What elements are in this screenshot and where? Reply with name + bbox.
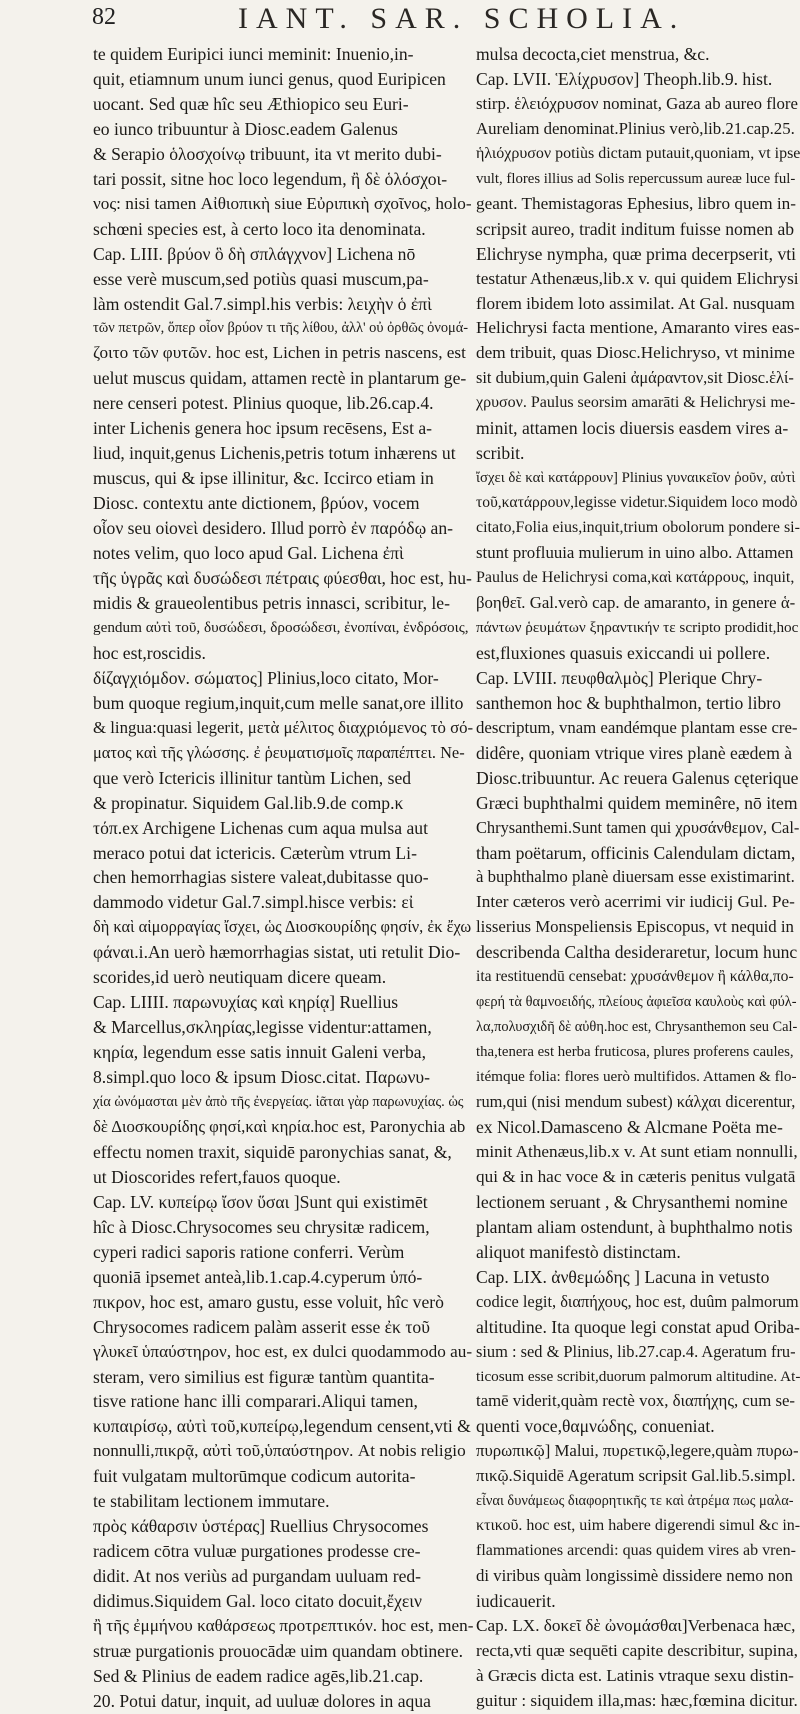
text-line: uelut muscus quidam, attamen rectè in plantarum ge- (93, 368, 467, 389)
right-column (476, 42, 800, 1714)
text-line: Cap. LX. δοκεῖ δὲ ὠνομάσθαι]Verbenaca hæc, (476, 1616, 796, 1636)
text-line: didêre, quoniam vtrique vires planè eædem à (476, 742, 793, 763)
text-line: lectionem seruant , & Chrysanthemi nomine (476, 1191, 788, 1212)
text-line: vult, flores illius ad Solis repercussum aureæ luce ful- (476, 170, 796, 187)
text-line: φάναι.i.An uerò hæmorrhagias sistat, uti retulit Dio- (93, 942, 461, 963)
text-line: tisve ratione hanc illi comparari.Aliqui tamen, (93, 1391, 418, 1412)
text-line: dammodo videtur Gal.7.simpl.hisce verbis: εἰ (93, 892, 414, 913)
text-line: gendum αὐτὶ τοῦ, δυσώδεσι, δροσώδεσι, ἐνοπίναι, ἐνδρόσοις, (93, 618, 469, 636)
text-line: Aureliam denominat.Plinius verò,lib.21.cap.25. (476, 118, 795, 138)
text-line: quenti voce,θαμνώδης, conueniat. (476, 1416, 715, 1437)
text-line: inter Lichenis genera hoc ipsum recēsens, Est a- (93, 418, 433, 439)
text-line: tamē viderit,quàm rectè vox, διαπήχης, cum se- (476, 1391, 796, 1411)
text-line: scripsit aureo, tradit inditum fuisse nomen ab (476, 218, 795, 239)
text-line: οἷον seu οἱονεὶ desidero. Illud porrò ἐν παρόδῳ an- (93, 518, 454, 539)
text-line: qui & in hac voce & in cæteris penitus vulgatā (476, 1166, 796, 1186)
text-line: ματος καὶ τῆς γλώσσης. ἐ ῥευματισμοῖς παραπέπτει. Ne- (93, 742, 465, 762)
text-line: & Serapio ὁλοσχοίνῳ tribuunt, ita vt merito dubi- (93, 143, 442, 164)
text-line: εἶναι δυνάμεως διαφορητικῆς τε καὶ ἀτρέμα πως μαλα- (476, 1493, 794, 1510)
text-line: Sed & Plinius de eadem radice agēs,lib.21.cap. (93, 1665, 424, 1686)
text-line: Cap. LIIII. παρωνυχίας καὶ κηρίᾳ] Ruellius (93, 992, 399, 1013)
text-line: notes velim, quo loco apud Gal. Lichena ἐπὶ (93, 543, 404, 564)
text-line: δὴ καὶ αἱμορραγίας ἴσχει, ὡς Διοσκουρίδης φησίν, ἐκ ἔχω (93, 917, 472, 937)
text-line: Diosc.tribuuntur. Ac reuera Galenus cęterique (476, 767, 799, 788)
left-column (93, 42, 473, 1714)
text-line: Diosc. contextu ante dictionem, βρύον, vocem (93, 493, 420, 514)
text-line: rum,qui (nisi mendum subest) κάλχαι dicerentur, (476, 1092, 796, 1112)
text-line: guitur : siquidem illa,mas: hæc,fœmina dicitur. (476, 1690, 798, 1710)
text-line: ἢ τῆς ἐμμήνου καθάρσεως προτρεπτικόν. hoc est, men- (93, 1616, 473, 1636)
text-line: ἴσχει δὲ καὶ κατάρρουν] Plinius γυναικεῖον ῥοῦν, αὐτὶ (476, 470, 796, 487)
text-line: & lingua:quasi legerit, μετὰ μέλιτος διαχριόμενος τὸ σό- (93, 717, 473, 737)
page-header (0, 0, 800, 44)
text-line: hoc est,roscidis. (93, 642, 206, 663)
text-line: didit. At nos veriùs ad purgandam uuluam red- (93, 1566, 422, 1587)
text-line: ἡλιόχρυσον potiùs dictam putauit,quoniam, vt ipse (476, 144, 800, 162)
text-line: Chrysocomes radicem palàm asserit esse ἐκ τοῦ (93, 1316, 430, 1337)
text-line: plantam aliam ostendunt, à buphthalmo notis (476, 1216, 793, 1237)
text-line: scribit. (476, 443, 525, 464)
text-line: steram, vero similius est figuræ tantùm quantita- (93, 1366, 435, 1387)
text-line: πυρωπικῷ] Malui, πυρετικῷ,legere,quàm πυρω- (476, 1441, 799, 1461)
text-line: Paulus de Helichrysi coma,καὶ κατάρρους, inquit, (476, 569, 795, 587)
text-line: tari possit, sitne hoc loco legendum, ἢ δὲ ὁλόσχοι- (93, 168, 448, 189)
text-line: didimus.Siquidem Gal. loco citato docuit,ἔχειν (93, 1591, 422, 1612)
text-line: βοηθεῖ. Gal.verò cap. de amaranto, in genere ἁ- (476, 592, 796, 612)
text-line: itémque folia: flores uerò multifidos. Attamen & flo- (476, 1068, 797, 1086)
text-line: mulsa decocta,ciet menstrua, &c. (476, 44, 710, 64)
text-line: dem tribuit, quas Diosc.Helichryso, vt minime (476, 343, 795, 363)
text-line: altitudine. Ita quoque legi constat apud Oriba- (476, 1316, 800, 1337)
text-line: liud, inquit,genus Lichenis,petris totum inhærens ut (93, 443, 456, 464)
text-line: γλυκεῖ ὑπαύστηρον, hoc est, ex dulci quodammodo au- (93, 1341, 473, 1361)
text-line: à buphthalmo planè diuersam esse existimarint. (476, 867, 795, 887)
text-line: que verò Ictericis illinitur tantùm Lichen, sed (93, 767, 412, 788)
text-line: fuit vulgatam multorūmque codicum autorita- (93, 1466, 416, 1487)
text-line: λα,πολυσχιδῆ δὲ αὐθη.hoc est, Chrysanthemon seu Cal- (476, 1019, 798, 1036)
text-line: ζοιτο τῶν φυτῶν. hoc est, Lichen in petris nascens, est (93, 343, 466, 363)
text-line: codice legit, διαπήχους, hoc est, duûm palmorum (476, 1291, 799, 1311)
text-line: ut Dioscorides refert,fauos quoque. (93, 1166, 341, 1187)
text-line: hîc à Diosc.Chrysocomes seu chrysitæ radicem, (93, 1216, 430, 1237)
text-line: κυπαιρίσῳ, αὐτὶ τοῦ,κυπείρῳ,legendum censent,vti & (93, 1416, 471, 1437)
text-line: à Græcis dicta est. Latinis vtraque sexu distin- (476, 1665, 794, 1685)
text-line: τόπ.ex Archigene Lichenas cum aqua mulsa aut (93, 817, 428, 838)
text-line: & propinatur. Siquidem Gal.lib.9.de comp.κ (93, 792, 404, 813)
text-line: πρὸς κάθαρσιν ὑστέρας] Ruellius Chrysocomes (93, 1516, 429, 1537)
text-line: δὲ Διοσκουρίδης φησί,καὶ κηρία.hoc est, Paronychia ab (93, 1116, 466, 1136)
text-line: Cap. LVIII. πευφθαλμὸς] Plerique Chry- (476, 667, 763, 688)
text-line: 20. Potui datur, inquit, ad uuluæ dolores in aqua (93, 1690, 431, 1711)
text-line: νος: nisi tamen Αἰθιοπικὴ siue Εὐριπικὴ σχοῖνος, holo- (93, 193, 472, 213)
text-line: 8.simpl.quo loco & ipsum Diosc.citat. Παρωνυ- (93, 1067, 431, 1088)
text-line: χρυσον. Paulus seorsim amarāti & Helichrysi me- (476, 394, 796, 412)
text-line: πικρον, hoc est, amaro gustu, esse voluit, hîc verò (93, 1291, 444, 1312)
text-line: testatur Athenæus,lib.x v. qui quidem Elichrysi (476, 268, 799, 288)
text-line: bum quoque regium,inquit,cum melle sanat,ore illito (93, 692, 464, 713)
text-line: iudicauerit. (476, 1591, 556, 1612)
text-line: te quidem Euripici iunci meminit: Inuenio,in- (93, 44, 414, 64)
text-line: florem ibidem loto assimilat. At Gal. nusquam (476, 293, 795, 313)
text-line: χία ὠνόμασται μὲν ἀπὸ τῆς ἐνεργείας. ἰᾶται γὰρ παρωνυχίας. ὡς (93, 1094, 464, 1111)
text-line: describenda Caltha desideraretur, locum hunc (476, 942, 798, 963)
text-line: Chrysanthemi.Sunt tamen qui χρυσάνθεμον, Cal- (476, 817, 800, 837)
text-line: Cap. LV. κυπείρῳ ἴσον ὕσαι ]Sunt qui existimēt (93, 1191, 428, 1212)
text-line: κηρία, legendum esse satis innuit Galeni verba, (93, 1042, 426, 1063)
text-line: τῆς ὑγρᾶς καὶ δυσώδεσι πέτραις φύεσθαι, hoc est, hu- (93, 568, 472, 589)
text-line: stirp. ἑλειόχρυσον nominat, Gaza ab aureo flore (476, 93, 798, 113)
page-number: 82 (92, 4, 116, 30)
text-line: effectu nomen traxit, siquidē paronychias sanat, &, (93, 1141, 452, 1162)
text-line: πάντων ῥευμάτων ξηραντικήν τε scripto prodidit,hoc (476, 618, 799, 636)
text-line: nere censeri potest. Plinius quoque, lib.26.cap.4. (93, 393, 434, 414)
text-line: minit Athenæus,lib.x v. At sunt etiam nonnulli, (476, 1141, 798, 1161)
text-line: quoniā ipsemet anteà,lib.1.cap.4.cyperum ὑπό- (93, 1266, 423, 1287)
text-line: citato,Folia eius,inquit,trium obolorum pondere si- (476, 519, 800, 537)
text-line: & Marcellus,σκληρίας,legisse videntur:attamen, (93, 1017, 432, 1038)
text-line: di viribus quàm longissimè dissidere nemo non (476, 1566, 793, 1586)
text-line: Cap. LIII. βρύον ὃ δὴ σπλάγχνον] Lichena nō (93, 243, 416, 264)
text-line: stunt profluuia mulierum in uino albo. Attamen (476, 543, 794, 563)
text-line: ex Nicol.Damasceno & Alcmane Poëta me- (476, 1116, 783, 1137)
text-line: flammationes arcendi: quas quidem vires ab vren- (476, 1542, 796, 1560)
text-line: tha,tenera est herba fruticosa, plures proferens caules, (476, 1044, 794, 1061)
text-line: làm ostendit Gal.7.simpl.his verbis: λειχὴν ὁ ἐπὶ (93, 293, 432, 314)
text-line: φερή τὰ θαμνοειδής, πλείους ἀφιεῖσα καυλοὺς καὶ φύλ- (476, 994, 797, 1011)
text-line: lisserius Monspeliensis Episcopus, vt nequid in (476, 917, 794, 937)
text-line: chen hemorrhagias sistere valeat,dubitasse quo- (93, 867, 429, 888)
text-line: Inter cæteros verò acerrimi vir iudicij Gul. Pe- (476, 892, 795, 912)
text-line: est,fluxiones quasuis exiccandi ui pollere. (476, 642, 771, 663)
text-line: ticosum esse scribit,duorum palmorum altitudine. At- (476, 1367, 800, 1385)
text-line: meraco potui dat ictericis. Cæterùm vtrum Li- (93, 842, 417, 863)
text-line: recta,vti quæ sequēti capite describitur, supina, (476, 1641, 798, 1660)
text-line: sit dubium,quin Galeni ἀμάραντον,sit Diosc.ἑλί- (476, 368, 794, 388)
text-line: τῶν πετρῶν, ὅπερ οἷον βρύον τι τῆς λίθου, ἀλλ' οὐ ὀρθῶς ὀνομά- (93, 320, 469, 337)
text-line: santhemon hoc & buphthalmon, tertio libro (476, 692, 781, 713)
text-line: Græci buphthalmi quidem meminêre, nō item (476, 792, 798, 813)
text-line: quit, etiamnum unum iunci genus, quod Euripicen (93, 68, 446, 89)
text-line: esse verè muscum,sed potiùs quasi muscum,pa- (93, 268, 429, 289)
text-line: geant. Themistagoras Ephesius, libro quem in- (476, 193, 796, 213)
text-line: eo iunco tribuuntur à Diosc.eadem Galenus (93, 118, 398, 139)
text-line: ita restituendū censebat: χρυσάνθεμον ἢ κάλθα,πο- (476, 968, 794, 986)
text-line: πικῷ.Siquidē Ageratum scripsit Gal.lib.5.simpl. (476, 1466, 796, 1486)
text-line: scorides,id uerò neutiquam dicere queam. (93, 967, 387, 988)
text-line: Elichryse nympha, quæ prima decerpserit, vti (476, 243, 797, 264)
text-line: midis & graueolentibus petris innasci, scribitur, le- (93, 592, 450, 613)
text-line: te stabilitam lectionem immutare. (93, 1491, 330, 1512)
running-head: IANT. SAR. SCHOLIA. (238, 2, 686, 35)
text-line: radicem cōtra vuluæ purgationes prodesse cre- (93, 1541, 421, 1562)
text-line: Cap. LIX. ἀνθεμώδης ] Lacuna in vetusto (476, 1266, 770, 1287)
text-line: descriptum, vnam eandémque plantam esse cre- (476, 717, 798, 737)
text-line: cyperi radici saporis ratione conferri. Verùm (93, 1241, 405, 1262)
text-line: struæ purgationis prouocādæ uim quandam obtinere. (93, 1641, 464, 1661)
text-line: aliquot manifestò distinctam. (476, 1241, 681, 1262)
text-line: nonnulli,πικρᾷ, αὐτὶ τοῦ,ὑπαύστηρον. At nobis religio (93, 1441, 466, 1461)
text-line: schœni species est, à certo loco ita denominata. (93, 218, 426, 239)
text-line: uocant. Sed quæ hîc seu Æthiopico seu Euri- (93, 93, 409, 114)
text-line: Cap. LVII. Ἑλίχρυσον] Theoph.lib.9. hist. (476, 68, 773, 89)
text-line: δίζαγχιόμδον. σώματος] Plinius,loco citato, Mor- (93, 667, 439, 688)
text-line: κτικοῦ. hoc est, uim habere digerendi simul &c in- (476, 1517, 800, 1535)
text-line: sium : sed & Plinius, lib.27.cap.4. Ageratum fru- (476, 1341, 796, 1361)
text-line: tham poëtarum, officinis Calendulam dictam, (476, 842, 796, 863)
text-line: minit, attamen locis diuersis easdem vires a- (476, 418, 789, 439)
text-line: muscus, qui & ipse illinitur, &c. Iccirco etiam in (93, 468, 434, 489)
text-line: Helichrysi facta mentione, Amaranto vires eas- (476, 318, 800, 338)
text-line: τοῦ,κατάρρουν,legisse videtur.Siquidem loco modò (476, 494, 798, 512)
